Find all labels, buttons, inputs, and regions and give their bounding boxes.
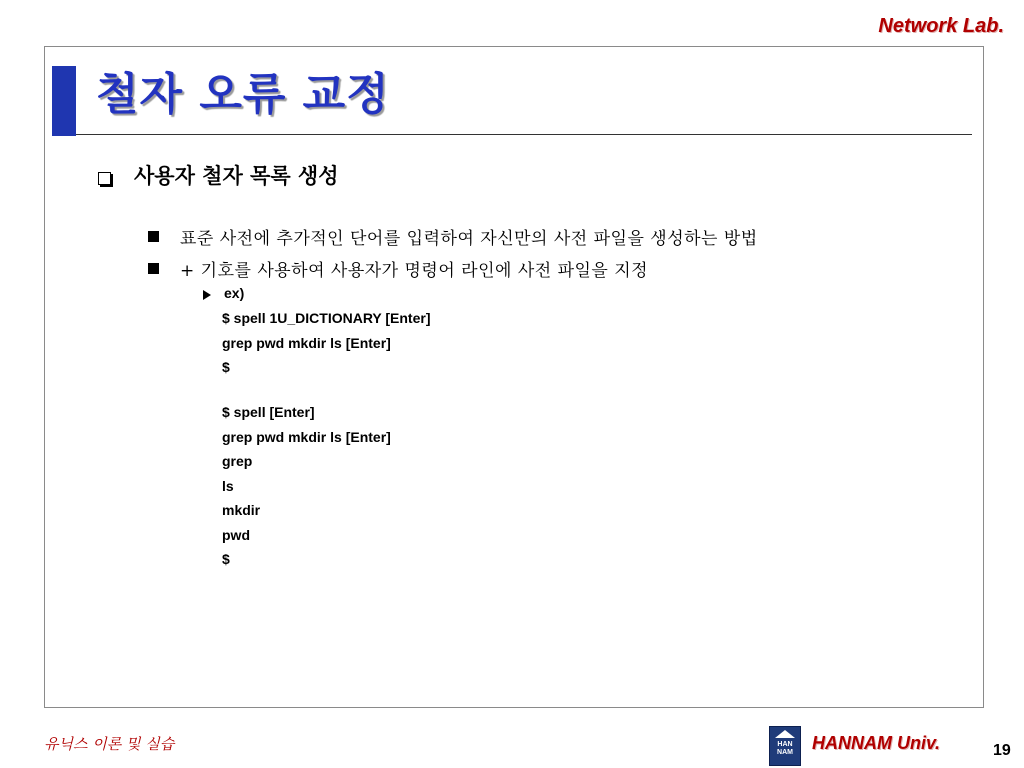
code-line: grep pwd mkdir ls [Enter]	[222, 429, 391, 445]
code-line: $	[222, 551, 230, 567]
example-label: ex)	[224, 285, 245, 301]
bullet-item: 표준 사전에 추가적인 단어를 입력하여 자신만의 사전 파일을 생성하는 방법	[180, 229, 758, 249]
section-heading: 사용자 철자 목록 생성	[134, 164, 339, 188]
title-divider	[76, 134, 972, 135]
logo-text	[770, 741, 800, 757]
logo-text-line: HAN	[777, 741, 793, 748]
code-line: $	[222, 359, 230, 375]
filled-square-bullet-icon	[148, 263, 159, 274]
title-accent-bar	[52, 66, 76, 136]
code-line: pwd	[222, 527, 250, 543]
triangle-bullet-icon	[203, 290, 211, 300]
slide-frame	[44, 46, 984, 708]
code-line: $ spell [Enter]	[222, 404, 315, 420]
hollow-square-bullet-icon	[98, 172, 111, 185]
university-logo-icon	[769, 726, 801, 766]
footer-university: HANNAM Univ.	[812, 733, 941, 753]
footer-course-title: 유닉스 이론 및 실습	[44, 735, 175, 753]
slide-title: 철자 오류 교정	[96, 69, 390, 120]
header-brand: Network Lab.	[878, 15, 1004, 37]
filled-square-bullet-icon	[148, 231, 159, 242]
code-line: grep pwd mkdir ls [Enter]	[222, 335, 391, 351]
code-line: mkdir	[222, 502, 261, 518]
code-line: ls	[222, 478, 234, 494]
code-line: grep	[222, 453, 253, 469]
code-line: $ spell 1U_DICTIONARY [Enter]	[222, 310, 431, 326]
bullet-item: + 기호를 사용하여 사용자가 명령어 라인에 사전 파일을 지정	[180, 261, 649, 281]
logo-text-line: NAM	[777, 749, 793, 756]
page-number: 19	[993, 742, 1011, 759]
logo-roof-shape	[775, 730, 795, 738]
